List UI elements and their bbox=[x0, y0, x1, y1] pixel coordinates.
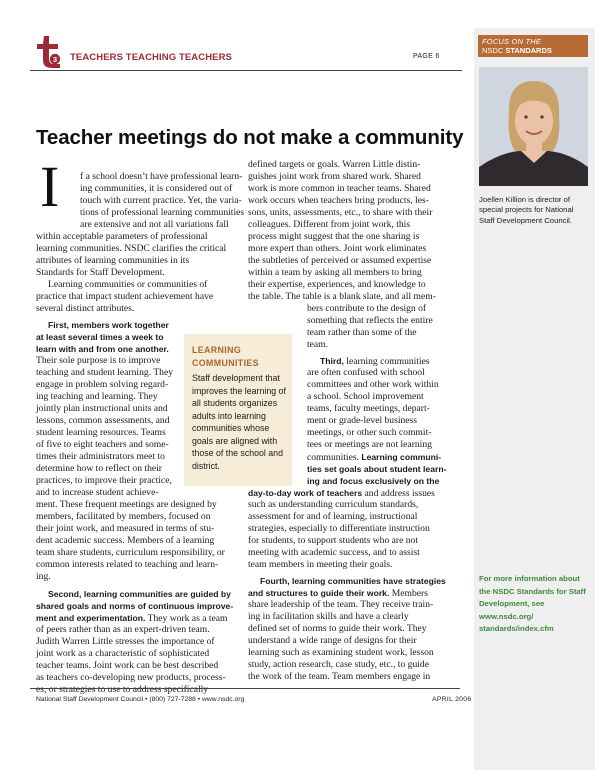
text-line: ing in facilitation skills and have a clearly bbox=[248, 611, 409, 622]
pull-quote-text: Staff development that improves the learning of all students organizes adults into learning communities whose goals are aligned with those of the school and district. bbox=[192, 373, 286, 471]
text-line: meeting with academic success, and to assist bbox=[248, 547, 420, 558]
text-line: the table. The table is a blank slate, and all mem- bbox=[248, 291, 436, 302]
text-line: as teachers co-developing new products, process- bbox=[36, 672, 226, 683]
text-line-bold: shared goals and norms of continuous improve- bbox=[36, 601, 234, 611]
text-line: dent academic success. Members of a learning bbox=[36, 535, 215, 546]
text-line: process might suggest that the one sharing is bbox=[248, 231, 420, 242]
text-line-mixed: and structures to guide their work. Members bbox=[248, 588, 428, 599]
text-line: meetings, or other such commit- bbox=[307, 427, 432, 438]
text-line: teacher teams. Joint work can be best described bbox=[36, 660, 219, 671]
text-line: ing teaching and learning. They bbox=[36, 391, 158, 402]
text-line: common interests related to teaching and learn- bbox=[36, 559, 219, 570]
text-line-bold: ties set goals about student learn- bbox=[307, 464, 447, 474]
text-line: are often confused with school bbox=[307, 367, 425, 378]
drop-cap: I bbox=[40, 154, 60, 219]
text-line: members, facilitated by members, focused on bbox=[36, 511, 211, 522]
text-line-bold: ing and focus exclusively on the bbox=[307, 476, 440, 486]
text-line: team rather than some of the bbox=[307, 327, 417, 338]
text-line: a school. School improvement bbox=[307, 391, 424, 402]
text-line: work is more common in teacher teams. Shared bbox=[248, 183, 431, 194]
text-line: ment. These frequent meetings are designed by bbox=[36, 499, 217, 510]
text-line: something that reflects the entire bbox=[307, 315, 433, 326]
text-line: within acceptable parameters of professional bbox=[36, 231, 208, 242]
page-number: PAGE 6 bbox=[413, 53, 440, 60]
text-line-bold: Second, learning communities are guided by bbox=[48, 589, 231, 599]
text-line-bold: Fourth, learning communities have strategies bbox=[260, 576, 446, 586]
text-line: tees or meetings are not learning bbox=[307, 439, 432, 450]
text-line: practices, to improve their practice, bbox=[36, 475, 172, 486]
pull-quote-heading: LEARNING COMMUNITIES bbox=[192, 345, 259, 368]
text-line-mixed: Third, learning communities bbox=[320, 356, 430, 367]
pull-quote-box bbox=[184, 334, 292, 486]
author-caption: Joellen Killion is director of special projects for National Staff Development Council. bbox=[479, 195, 574, 225]
text-line: ing communities, it is considered out of bbox=[80, 183, 233, 194]
text-line: team. bbox=[307, 339, 329, 350]
article-title: Teacher meetings do not make a community bbox=[36, 126, 464, 149]
text-line: are extensive and not all variations fall bbox=[80, 219, 229, 230]
text-line: understand a wide range of designs for their bbox=[248, 635, 417, 646]
text-line: touch with current practice. Yet, the varia- bbox=[80, 195, 242, 206]
text-line: ing. bbox=[36, 571, 51, 582]
text-line-bold: at least several times a week to bbox=[36, 332, 164, 342]
focus-tag-prefix: NSDC bbox=[482, 46, 506, 55]
header-divider bbox=[30, 70, 462, 71]
author-portrait bbox=[479, 67, 588, 186]
text-line: Standards for Staff Development. bbox=[36, 267, 165, 278]
text-line: joint work as a characteristic of sophisticated bbox=[36, 648, 210, 659]
text-line: Judith Warren Little stresses the importance of bbox=[36, 636, 215, 647]
text-line: sons, units, assessments, etc., to share with their bbox=[248, 207, 433, 218]
text-line: bers contribute to the design of bbox=[307, 303, 427, 314]
text-line: es, or strategies to use to address specifically bbox=[36, 684, 209, 695]
text-line: committees and other work within bbox=[307, 379, 439, 390]
newsletter-logo-icon bbox=[34, 34, 64, 70]
text-line: determine how to reflect on their bbox=[36, 463, 163, 474]
focus-tag-line1: FOCUS ON THE bbox=[482, 37, 542, 46]
text-line: strategies, especially to differentiate instruction bbox=[248, 523, 430, 534]
text-line: practice that impact student achievement have bbox=[36, 291, 214, 302]
text-line: such as understanding curriculum standards, bbox=[248, 499, 419, 510]
text-line: for students, to support students who are not bbox=[248, 535, 419, 546]
text-line: teaching and student learning. They bbox=[36, 367, 174, 378]
text-line: team share students, curriculum responsibility, or bbox=[36, 547, 225, 558]
text-line: more expert than others. Joint work eliminates bbox=[248, 243, 427, 254]
text-line: student learning resources. Teams bbox=[36, 427, 166, 438]
text-line: their joint work, and measured in terms of stu- bbox=[36, 523, 215, 534]
text-line: their expertise, experiences, and knowledge to bbox=[248, 279, 426, 290]
text-line: several distinct attributes. bbox=[36, 303, 135, 314]
text-line: defined targets or goals. Warren Little distin- bbox=[248, 159, 421, 170]
text-line: tions of professional learning communities bbox=[80, 207, 245, 218]
text-line: the work of the team. Team members engage in bbox=[248, 671, 431, 682]
text-line: defined set of norms to guide their work. They bbox=[248, 623, 427, 634]
footer-date: APRIL 2006 bbox=[432, 696, 472, 703]
text-line-bold: First, members work together bbox=[48, 320, 169, 330]
text-line: teams, faculty meetings, depart- bbox=[307, 403, 430, 414]
footer-divider bbox=[30, 688, 460, 689]
focus-tag bbox=[478, 35, 588, 57]
text-line: of peers rather than as an expert-driven team. bbox=[36, 624, 210, 635]
focus-tag-standards: STANDARDS bbox=[505, 46, 552, 55]
text-line: and to increase student achieve- bbox=[36, 487, 159, 498]
text-line: times their administrators meet to bbox=[36, 451, 165, 462]
text-line: Learning communities or communities of bbox=[48, 279, 208, 290]
text-line: study, action research, case study, etc., to guide bbox=[248, 659, 429, 670]
text-line-mixed: ment and experimentation. They work as a team bbox=[36, 613, 228, 624]
text-line: engage in problem solving regard- bbox=[36, 379, 169, 390]
text-line: share leadership of the team. They receive train- bbox=[248, 599, 434, 610]
text-line: team members in meeting their goals. bbox=[248, 559, 393, 570]
focus-tag-line2 bbox=[482, 46, 552, 55]
text-line: learning such as examining student work, lesson bbox=[248, 647, 434, 658]
text-line-mixed: day-to-day work of teachers and address issues bbox=[248, 488, 435, 499]
text-line: colleagues. Different from joint work, this bbox=[248, 219, 411, 230]
text-line: lessons, common assessments, and bbox=[36, 415, 170, 426]
more-info-link[interactable]: For more information about the NSDC Standards for Staff Development, see www.nsdc.org/ standards/index.cfm bbox=[479, 574, 586, 633]
newsletter-brand: TEACHERS TEACHING TEACHERS bbox=[70, 52, 232, 63]
text-line: the subtleties of perceived or assumed expertise bbox=[248, 255, 432, 266]
text-line: learning communities. NSDC clarifies the critical bbox=[36, 243, 227, 254]
text-line-bold: learn with and from one another. bbox=[36, 344, 169, 354]
text-line: jointly plan instructional units and bbox=[36, 403, 168, 414]
text-line-mixed: communities. Learning communi- bbox=[307, 452, 442, 463]
text-line: attributes of learning communities in its bbox=[36, 255, 190, 266]
footer-contact: National Staff Development Council • (800) 727-7288 • www.nsdc.org bbox=[36, 696, 245, 703]
text-line: work occurs when teachers bring products, les- bbox=[248, 195, 429, 206]
text-line: within a team by asking all members to bring bbox=[248, 267, 422, 278]
text-line: guishes joint work from shared work. Shared bbox=[248, 171, 421, 182]
text-line: f a school doesn’t have professional learn- bbox=[80, 171, 243, 182]
text-line: Their sole purpose is to improve bbox=[36, 355, 161, 366]
text-line: of five to eight teachers and some- bbox=[36, 439, 169, 450]
svg-text:3: 3 bbox=[52, 55, 58, 64]
text-line: assessment for and of learning, instructional bbox=[248, 511, 418, 522]
text-line: ment or grade-level business bbox=[307, 415, 418, 426]
